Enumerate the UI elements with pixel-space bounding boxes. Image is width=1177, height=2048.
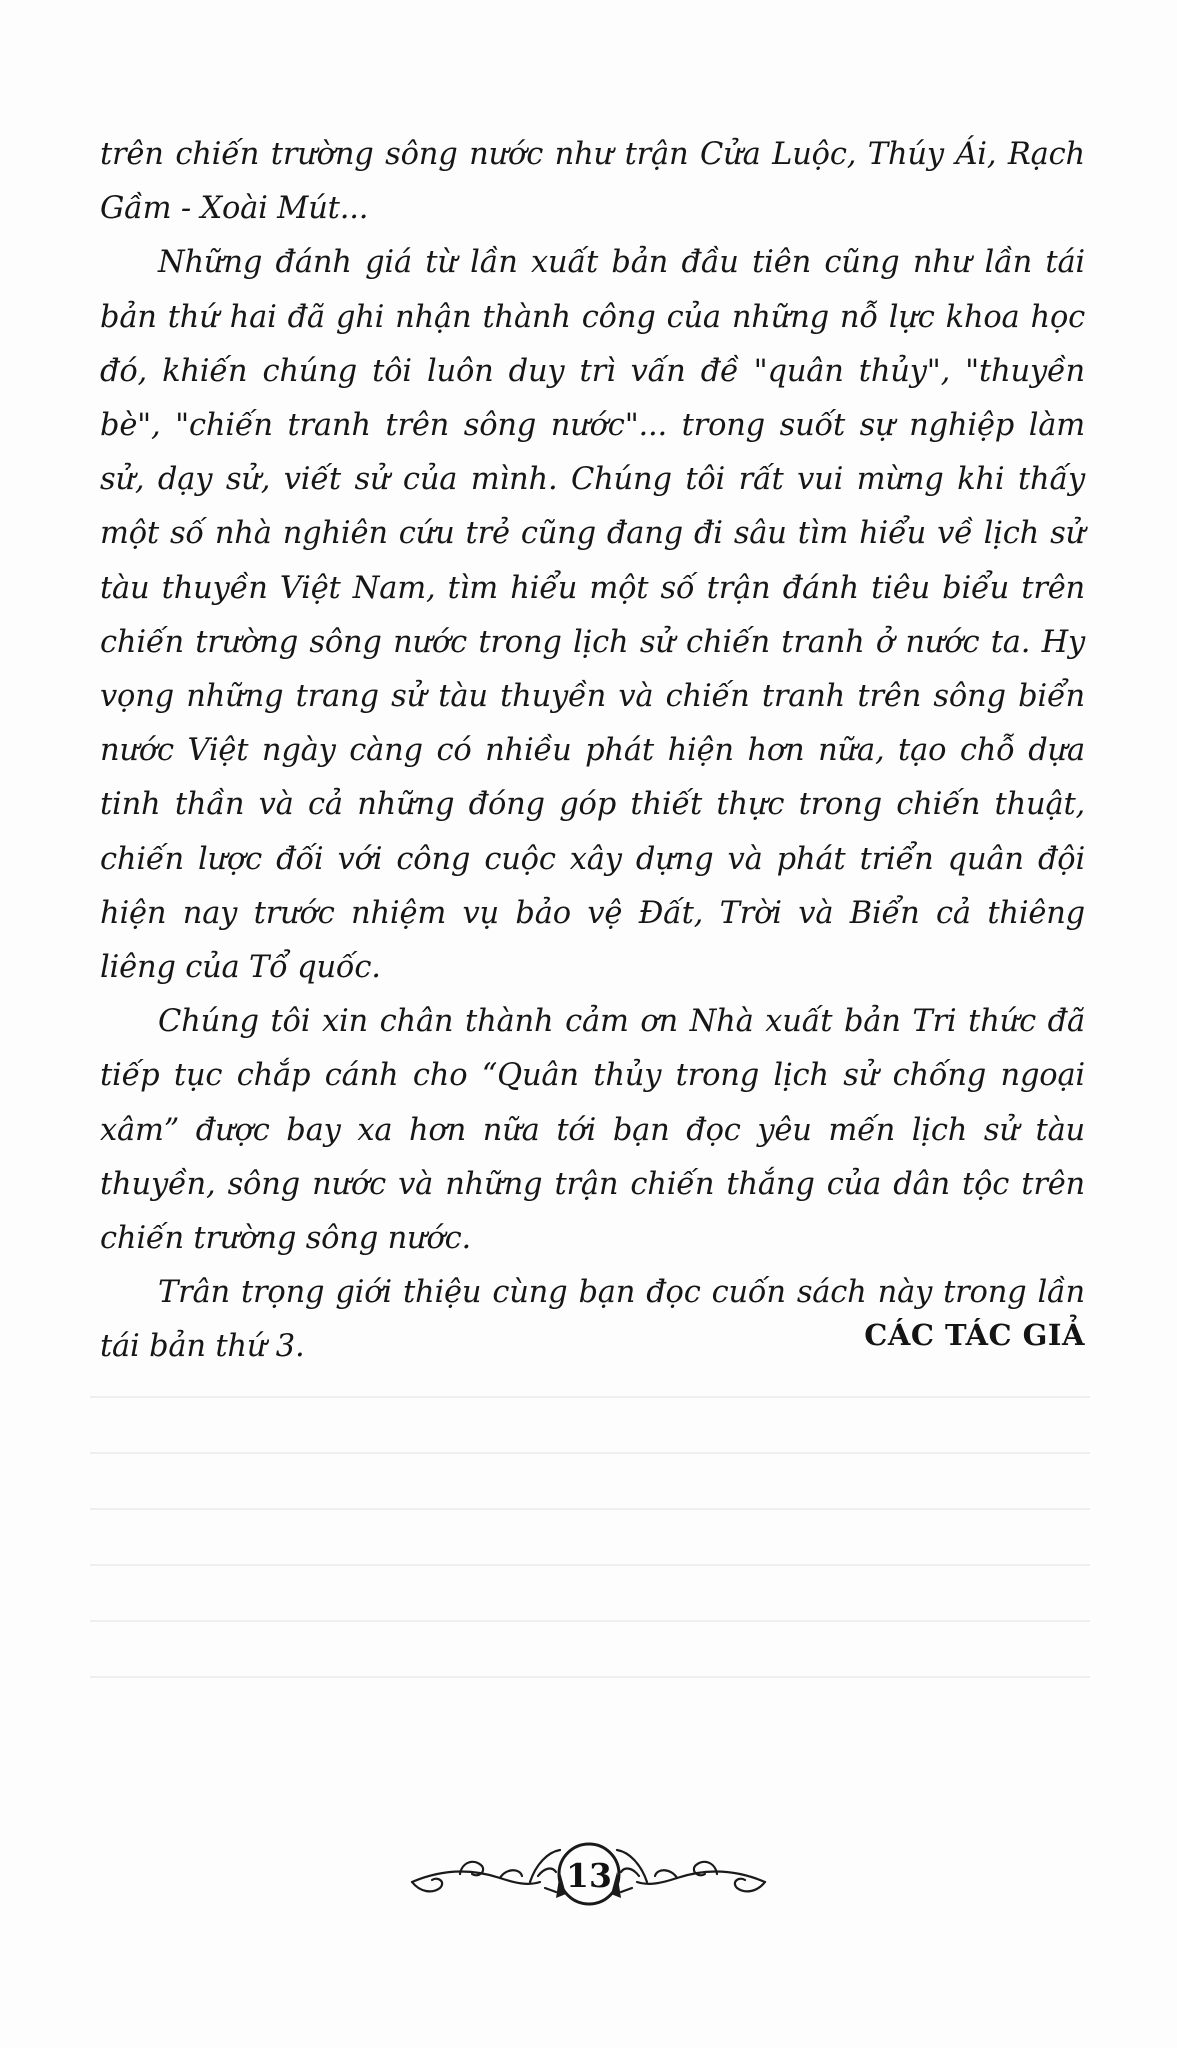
bleed-line (90, 1452, 1090, 1454)
paragraph-introduction: Trân trọng giới thiệu cùng bạn đọc cuốn sách này trong lần tái bản thứ 3. (100, 1275, 1085, 1365)
bleed-line (90, 1396, 1090, 1398)
body-text (100, 128, 1085, 1375)
author-signature: CÁC TÁC GIẢ (864, 1318, 1085, 1352)
bleed-line (90, 1676, 1090, 1678)
paragraph-thanks: Chúng tôi xin chân thành cảm ơn Nhà xuất bản Tri thức đã tiếp tục chắp cánh cho “Quân thủy trong lịch sử chống ngoại xâm” được bay xa hơn nữa tới bạn đọc yêu mến lịch sử tàu thuyền, sông nước và những trận chiến thắng của dân tộc trên chiến trường sông nước. (100, 1004, 1085, 1257)
bleed-line (90, 1564, 1090, 1566)
bleed-line (90, 1508, 1090, 1510)
bleed-line (90, 1620, 1090, 1622)
paragraph-continuation: trên chiến trường sông nước như trận Cửa Luộc, Thúy Ái, Rạch Gầm - Xoài Mút... (100, 137, 1085, 227)
paragraph-evaluation: Những đánh giá từ lần xuất bản đầu tiên cũng như lần tái bản thứ hai đã ghi nhận thành công của những nỗ lực khoa học đó, khiến chúng tôi luôn duy trì vấn đề "quân thủy", "thuyền bè", "chiến tranh trên sông nước"... trong suốt sự nghiệp làm sử, dạy sử, viết sử của mình. Chúng tôi rất vui mừng khi thấy một số nhà nghiên cứu trẻ cũng đang đi sâu tìm hiểu về lịch sử tàu thuyền Việt Nam, tìm hiểu một số trận đánh tiêu biểu trên chiến trường sông nước trong lịch sử chiến tranh ở nước ta. Hy vọng những trang sử tàu thuyền và chiến tranh trên sông biển nước Việt ngày càng có nhiều phát hiện hơn nữa, tạo chỗ dựa tinh thần và cả những đóng góp thiết thực trong chiến thuật, chiến lược đối với công cuộc xây dựng và phát triển quân đội hiện nay trước nhiệm vụ bảo vệ Đất, Trời và Biển cả thiêng liêng của Tổ quốc. (100, 245, 1085, 986)
page-number: 13 (566, 1856, 612, 1895)
